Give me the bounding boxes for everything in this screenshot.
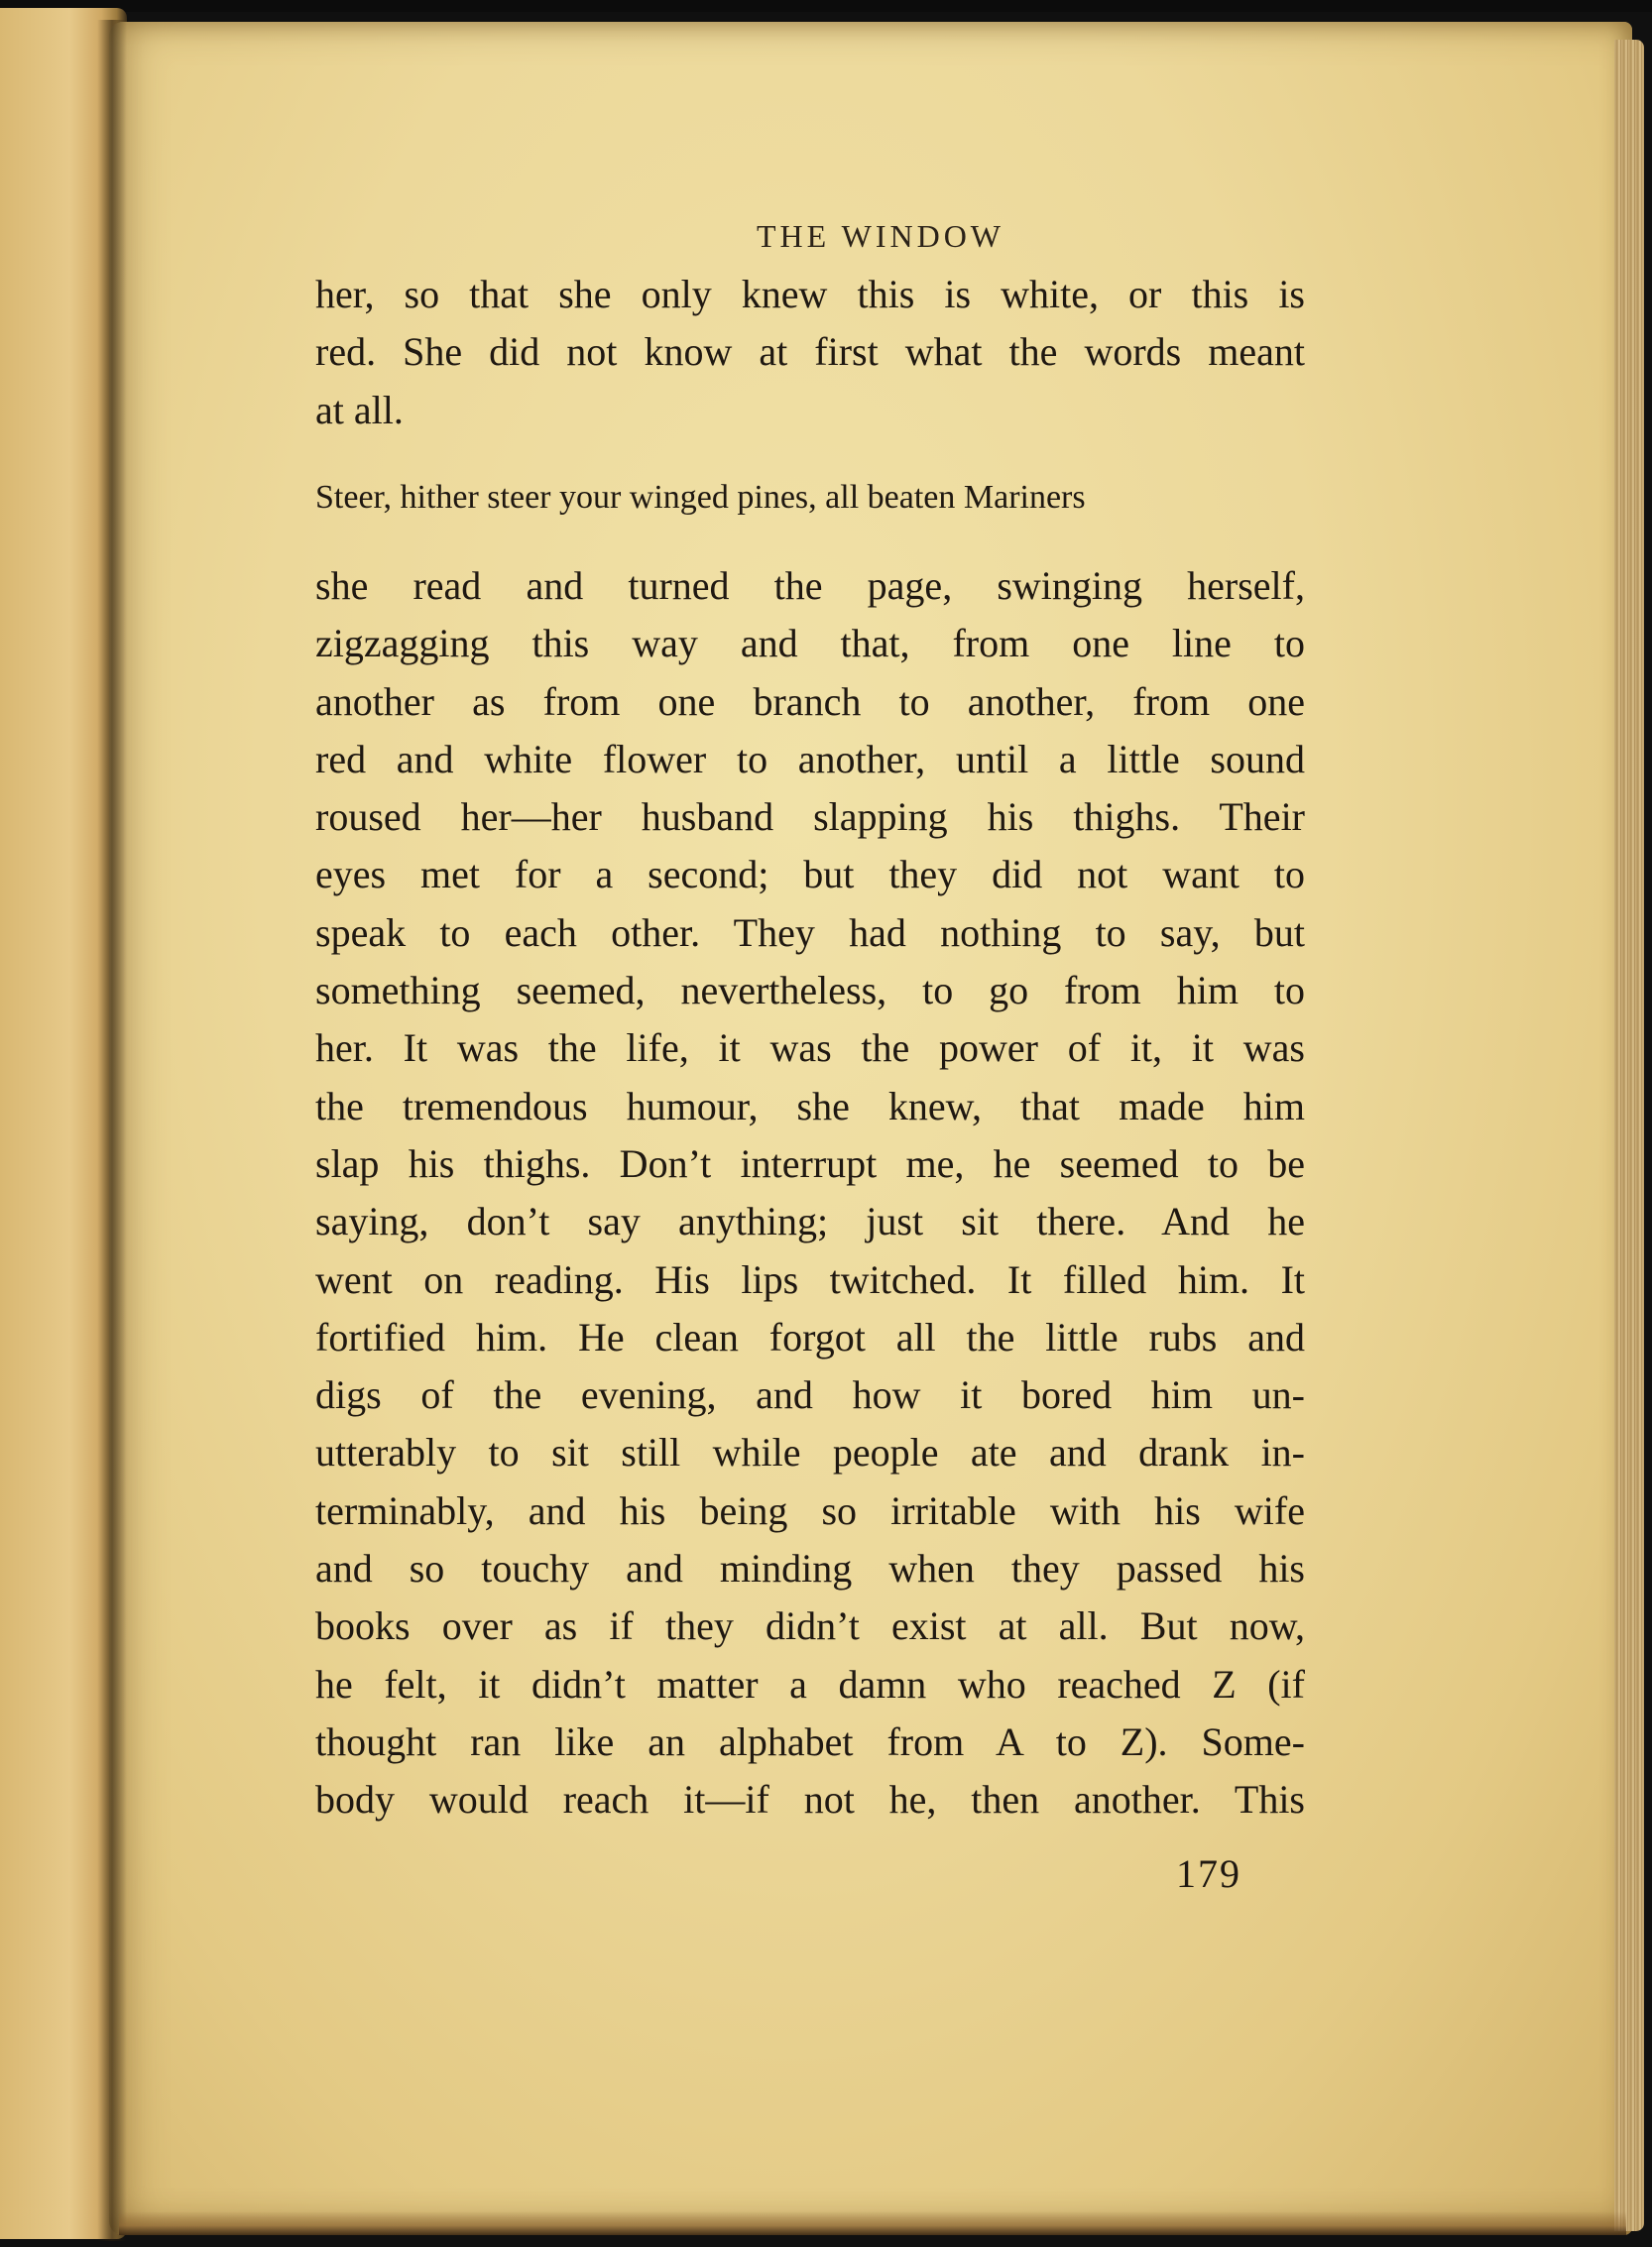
text-line: went on reading. His lips twitched. It filled him. It xyxy=(315,1256,1305,1302)
text-line: roused her—her husband slapping his thighs. Their xyxy=(315,794,1305,840)
text-line: slap his thighs. Don’t interrupt me, he seemed to be xyxy=(315,1140,1305,1186)
text-line: something seemed, nevertheless, to go from him to xyxy=(315,968,1305,1013)
text-line: terminably, and his being so irritable with his wife xyxy=(315,1487,1305,1533)
opening-paragraph xyxy=(315,266,1305,439)
text-line: books over as if they didn’t exist at all. But now, xyxy=(315,1603,1305,1649)
text-line: fortified him. He clean forgot all the little rubs and xyxy=(315,1314,1305,1360)
text-line: red and white flower to another, until a little sound xyxy=(315,736,1305,781)
text-line: body would reach it—if not he, then another. This xyxy=(315,1777,1305,1823)
text-line: thought ran like an alphabet from A to Z). Some- xyxy=(315,1718,1305,1764)
text-line: and so touchy and minding when they passed his xyxy=(315,1546,1305,1592)
text-line: eyes met for a second; but they did not want to xyxy=(315,852,1305,897)
text-line: zigzagging this way and that, from one line to xyxy=(315,621,1305,666)
text-line: her, so that she only knew this is white, or this is xyxy=(315,272,1305,316)
text-line: saying, don’t say anything; just sit there. And he xyxy=(315,1199,1305,1244)
page-bottom-edge xyxy=(119,2211,1626,2235)
text-line: another as from one branch to another, from one xyxy=(315,678,1305,724)
text-line: at all. xyxy=(315,387,404,432)
text-line: she read and turned the page, swinging herself, xyxy=(315,563,1305,608)
text-line: digs of the evening, and how it bored him un- xyxy=(315,1372,1305,1418)
main-paragraph xyxy=(315,557,1305,1830)
text-line: the tremendous humour, she knew, that made him xyxy=(315,1083,1305,1128)
text-line: he felt, it didn’t matter a damn who reached Z (if xyxy=(315,1661,1305,1707)
book-gutter xyxy=(97,20,127,2241)
running-head: THE WINDOW xyxy=(756,218,1004,254)
page-number: 179 xyxy=(1176,1851,1241,1896)
quoted-verse-line: Steer, hither steer your winged pines, all beaten Mariners xyxy=(315,479,1086,516)
page-fore-edge xyxy=(1614,40,1644,2231)
scan-top-edge xyxy=(0,0,1652,12)
text-line: speak to each other. They had nothing to say, but xyxy=(315,909,1305,955)
text-line: her. It was the life, it was the power of it, it was xyxy=(315,1025,1305,1071)
text-line: red. She did not know at first what the words meant xyxy=(315,329,1305,375)
text-line: utterably to sit still while people ate and drank in- xyxy=(315,1430,1305,1476)
